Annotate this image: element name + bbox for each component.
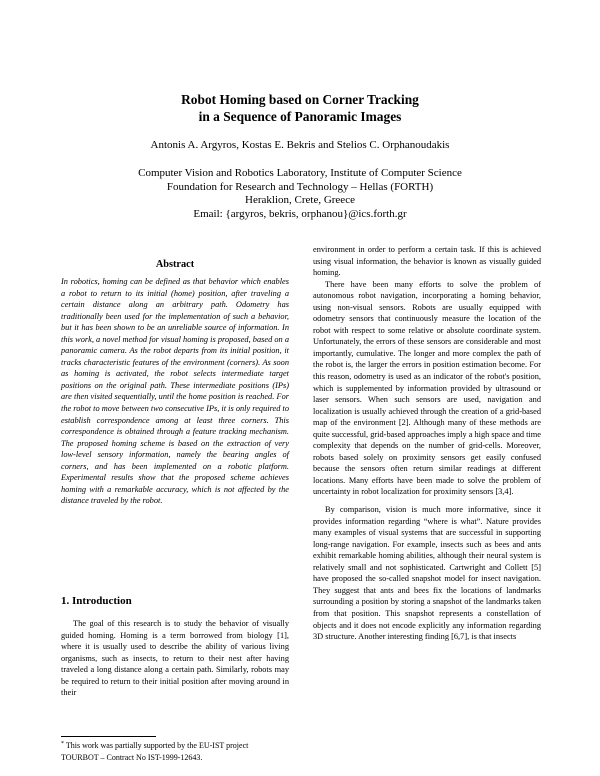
introduction-paragraph — [61, 618, 289, 699]
affiliation-email: Email: {argyros, bekris, orphanou}@ics.forth.gr — [193, 207, 407, 220]
abstract-heading: Abstract — [155, 259, 195, 270]
abstract-text: In robotics, homing can be defined as that behavior which enables a robot to return to its initial (home) position, after traveling a certain distance along an arbitrary path. Odometry has traditionally been used for the implementation of such a behavior, but it has been shown to be an unreliable source of information. In this work, a novel method for visual homing is proposed, based on a panoramic camera. As the robot departs from its initial position, it tracks characteristic features of the environment (corners). As soon as homing is activated, the robot selects intermediate target positions on the original path. These intermediate positions (IPs) are then visited sequentially, until the home position is reached. For the robot to move between two consecutive IPs, it is only required to establish correspondence among at least three corners. This correspondence is obtained through a feature tracking mechanism. The proposed homing scheme is based on the extraction of very low-level sensory information, namely the bearing angles of corners, and has been implemented on a robotic platform. Experimental results show that the proposed scheme achieves homing with a remarkable accuracy, which is not affected by the distance traveled by the robot. — [61, 277, 289, 506]
introduction-heading: 1. Introduction — [61, 595, 132, 607]
footnote-rule — [61, 736, 156, 737]
affiliation-block — [0, 167, 600, 221]
paper-title — [0, 92, 600, 125]
affiliation-line: Heraklion, Crete, Greece — [245, 194, 355, 207]
footnote-line-1: This work was partially supported by the EU-IST project — [65, 741, 249, 750]
affiliation-line: Computer Vision and Robotics Laboratory, Institute of Computer Science — [138, 167, 462, 179]
title-line-1: Robot Homing based on Corner Tracking — [181, 92, 419, 107]
body-paragraph: There have been many efforts to solve the problem of autonomous robot navigation, incorporating a homing behavior, using non-visual sensors. Robots are usually equipped with odometry sensors that continuously measure the location of the robot with respect to some relative or absolute coordinate system. Unfortunately, the errors of these sensors are considerable and most importantly, cumulative. The longer and more complex the path of the robot is, the larger the errors in position estimation become. For this reason, odometry is used as an indicator of the robot's position, which is supplemented by information provided by ultrasound or laser sensors. When such sensors are used, navigation and localization is usually achieved through the creation of a grid-based map of the environment [2]. Although many of these methods are quite successful, grid-based approaches imply a high space and time complexity that depends on the number of grid-cells. Moreover, robots based solely on proximity sensors get easily confused because the sensors often return similar readings at different locations. Many efforts have been made to solve the problem of uncertainty in robot localization for proximity sensors [3,4]. — [313, 279, 541, 497]
affiliation-line: Foundation for Research and Technology – Hellas (FORTH) — [166, 180, 434, 193]
body-paragraph: By comparison, vision is much more informative, since it provides information regarding “where is what”. Nature provides many examples of visual systems that are successful in supporting long-range navigation. For example, insects such as bees and ants exhibit remarkable homing abilities, although their neural system is relatively small and not sophisticated. Cartwright and Collett [5] have proposed the so-called snapshot model for insect navigation. They suggest that ants and bees fix the locations of landmarks surrounding a position by storing a snapshot of the landmarks taken from that position. This snapshot represents a constellation of objects and it does not encode explicitly any information regarding 3D structure. Another interesting finding [6,7], is that insects — [313, 505, 541, 642]
footnote-mark: * — [61, 741, 64, 747]
title-line-2: in a Sequence of Panoramic Images — [198, 108, 402, 124]
body-paragraph: environment in order to perform a certain task. If this is achieved using visual information, the behavior is known as visually guided homing. — [313, 245, 541, 278]
introduction-text: The goal of this research is to study the behavior of visually guided homing. Homing is a term borrowed from biology [1], where it is usually used to describe the ability of various living organisms, such as insects, to return to their nest after having traveled a long distance along a certain path. Similarly, robots may be required to return to their initial position after moving around in their — [61, 619, 289, 698]
footnote-line-2: TOURBOT – Contract No IST-1999-12643. — [61, 752, 203, 762]
footnote — [61, 741, 301, 763]
right-column — [313, 244, 541, 643]
author-list: Antonis A. Argyros, Kostas E. Bekris and Stelios C. Orphanoudakis — [150, 139, 450, 151]
